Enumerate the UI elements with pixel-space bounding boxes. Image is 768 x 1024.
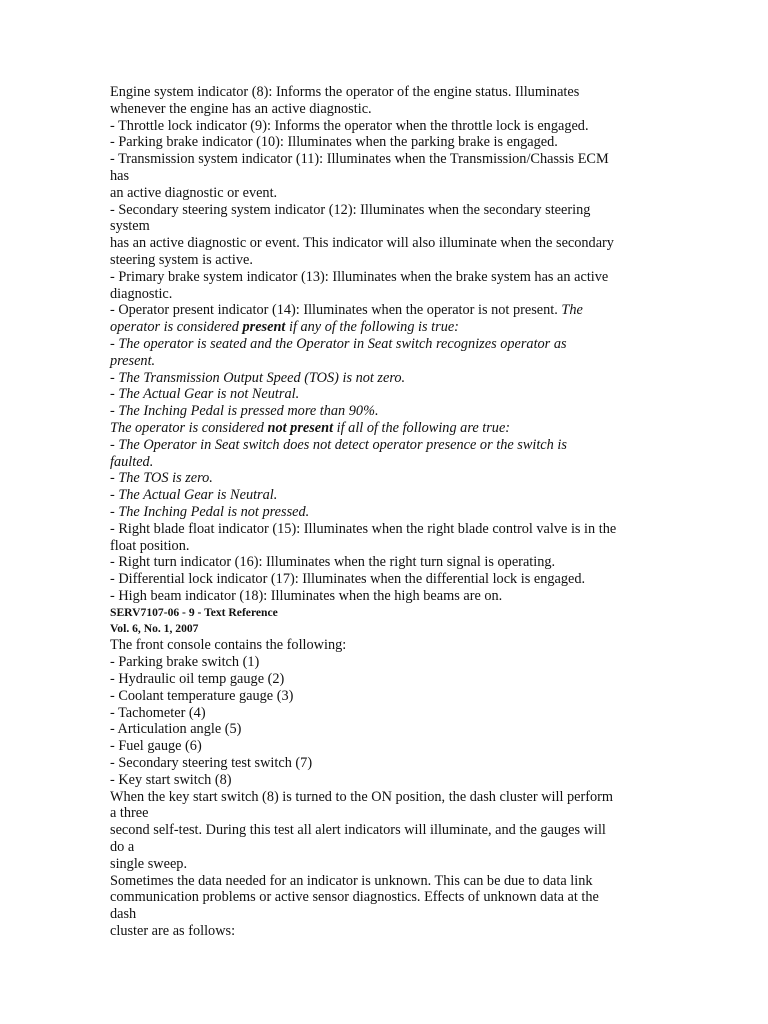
paragraph-line: dash	[110, 906, 137, 923]
paragraph-line: When the key start switch (8) is turned to the ON position, the dash cluster will perform	[110, 788, 614, 805]
italic-span: - The Inching Pedal is pressed more than 90%.	[110, 403, 379, 420]
italic-span: The operator is considered	[110, 419, 268, 436]
italic-span: faulted.	[110, 453, 154, 470]
bold-emphasis: present	[242, 319, 286, 336]
paragraph-line: - Articulation angle (5)	[110, 721, 242, 738]
paragraph-line: - Parking brake indicator (10): Illuminates when the parking brake is engaged.	[110, 134, 558, 151]
paragraph-line: - Coolant temperature gauge (3)	[110, 687, 294, 704]
paragraph-line: - Primary brake system indicator (13): Illuminates when the brake system has an active	[110, 268, 609, 285]
italic-span: - The Actual Gear is Neutral.	[110, 487, 278, 504]
paragraph-line: - Key start switch (8)	[110, 771, 232, 788]
paragraph-line: float position.	[110, 537, 190, 554]
paragraph-line: steering system is active.	[110, 251, 253, 268]
italic-line	[110, 353, 666, 370]
paragraph-line: The front console contains the following:	[110, 637, 347, 654]
italic-span: operator is considered	[110, 319, 243, 336]
paragraph-line: second self-test. During this test all alert indicators will illuminate, and the gauges will	[110, 822, 606, 839]
bold-emphasis: not present	[267, 419, 334, 436]
paragraph-line: - Tachometer (4)	[110, 704, 206, 721]
paragraph-line: has an active diagnostic or event. This indicator will also illuminate when the secondary	[110, 235, 614, 252]
italic-span: if any of the following is true:	[285, 319, 459, 336]
paragraph-line: - Throttle lock indicator (9): Informs the operator when the throttle lock is engaged.	[110, 117, 589, 134]
paragraph-line: - Secondary steering test switch (7)	[110, 755, 313, 772]
paragraph-line: a three	[110, 805, 149, 822]
italic-line	[110, 420, 666, 437]
italic-span: - The Actual Gear is not Neutral.	[110, 386, 300, 403]
paragraph-line: - High beam indicator (18): Illuminates when the high beams are on.	[110, 587, 503, 604]
italic-line	[110, 336, 666, 353]
text-reference-line: SERV7107-06 - 9 - Text Reference	[110, 605, 278, 619]
paragraph-line: system	[110, 218, 150, 235]
italic-line	[110, 504, 666, 521]
paragraph-line: - Transmission system indicator (11): Illuminates when the Transmission/Chassis ECM	[110, 151, 609, 168]
paragraph-line: whenever the engine has an active diagnostic.	[110, 100, 372, 117]
italic-span: - The operator is seated and the Operator in Seat switch recognizes operator as	[110, 335, 567, 352]
italic-line	[110, 403, 666, 420]
text-span: - Operator present indicator (14): Illuminates when the operator is not present.	[110, 302, 562, 319]
italic-span: - The TOS is zero.	[110, 470, 213, 487]
italic-line	[110, 487, 666, 504]
paragraph-line: do a	[110, 839, 135, 856]
italic-span: present.	[110, 352, 156, 369]
paragraph-line: an active diagnostic or event.	[110, 184, 278, 201]
italic-span: - The Transmission Output Speed (TOS) is not zero.	[110, 369, 406, 386]
paragraph-line: - Hydraulic oil temp gauge (2)	[110, 671, 285, 688]
italic-span: - The Operator in Seat switch does not detect operator presence or the switch is	[110, 436, 567, 453]
italic-line	[110, 454, 666, 471]
paragraph-line: has	[110, 167, 130, 184]
paragraph-line	[110, 302, 666, 319]
italic-line	[110, 386, 666, 403]
paragraph-line: Sometimes the data needed for an indicator is unknown. This can be due to data link	[110, 872, 593, 889]
italic-line	[110, 470, 666, 487]
italic-span: The	[561, 302, 583, 319]
paragraph-line: - Right turn indicator (16): Illuminates when the right turn signal is operating.	[110, 554, 556, 571]
paragraph-line: cluster are as follows:	[110, 923, 236, 940]
paragraph-line: - Parking brake switch (1)	[110, 654, 260, 671]
paragraph-line: - Secondary steering system indicator (12): Illuminates when the secondary steering	[110, 201, 591, 218]
text-reference-line: Vol. 6, No. 1, 2007	[110, 622, 199, 636]
paragraph-line: Engine system indicator (8): Informs the operator of the engine status. Illuminates	[110, 84, 580, 100]
paragraph-line: single sweep.	[110, 855, 188, 872]
italic-span: if all of the following are true:	[333, 419, 511, 436]
paragraph-line: - Right blade float indicator (15): Illuminates when the right blade control valve is in the	[110, 520, 617, 537]
italic-line	[110, 437, 666, 454]
document-body	[110, 84, 666, 940]
paragraph-line: communication problems or active sensor diagnostics. Effects of unknown data at the	[110, 889, 599, 906]
italic-line	[110, 319, 666, 336]
paragraph-line: diagnostic.	[110, 285, 173, 302]
paragraph-line: - Fuel gauge (6)	[110, 738, 202, 755]
italic-span: - The Inching Pedal is not pressed.	[110, 503, 310, 520]
paragraph-line: - Differential lock indicator (17): Illuminates when the differential lock is engaged.	[110, 571, 586, 588]
italic-line	[110, 370, 666, 387]
